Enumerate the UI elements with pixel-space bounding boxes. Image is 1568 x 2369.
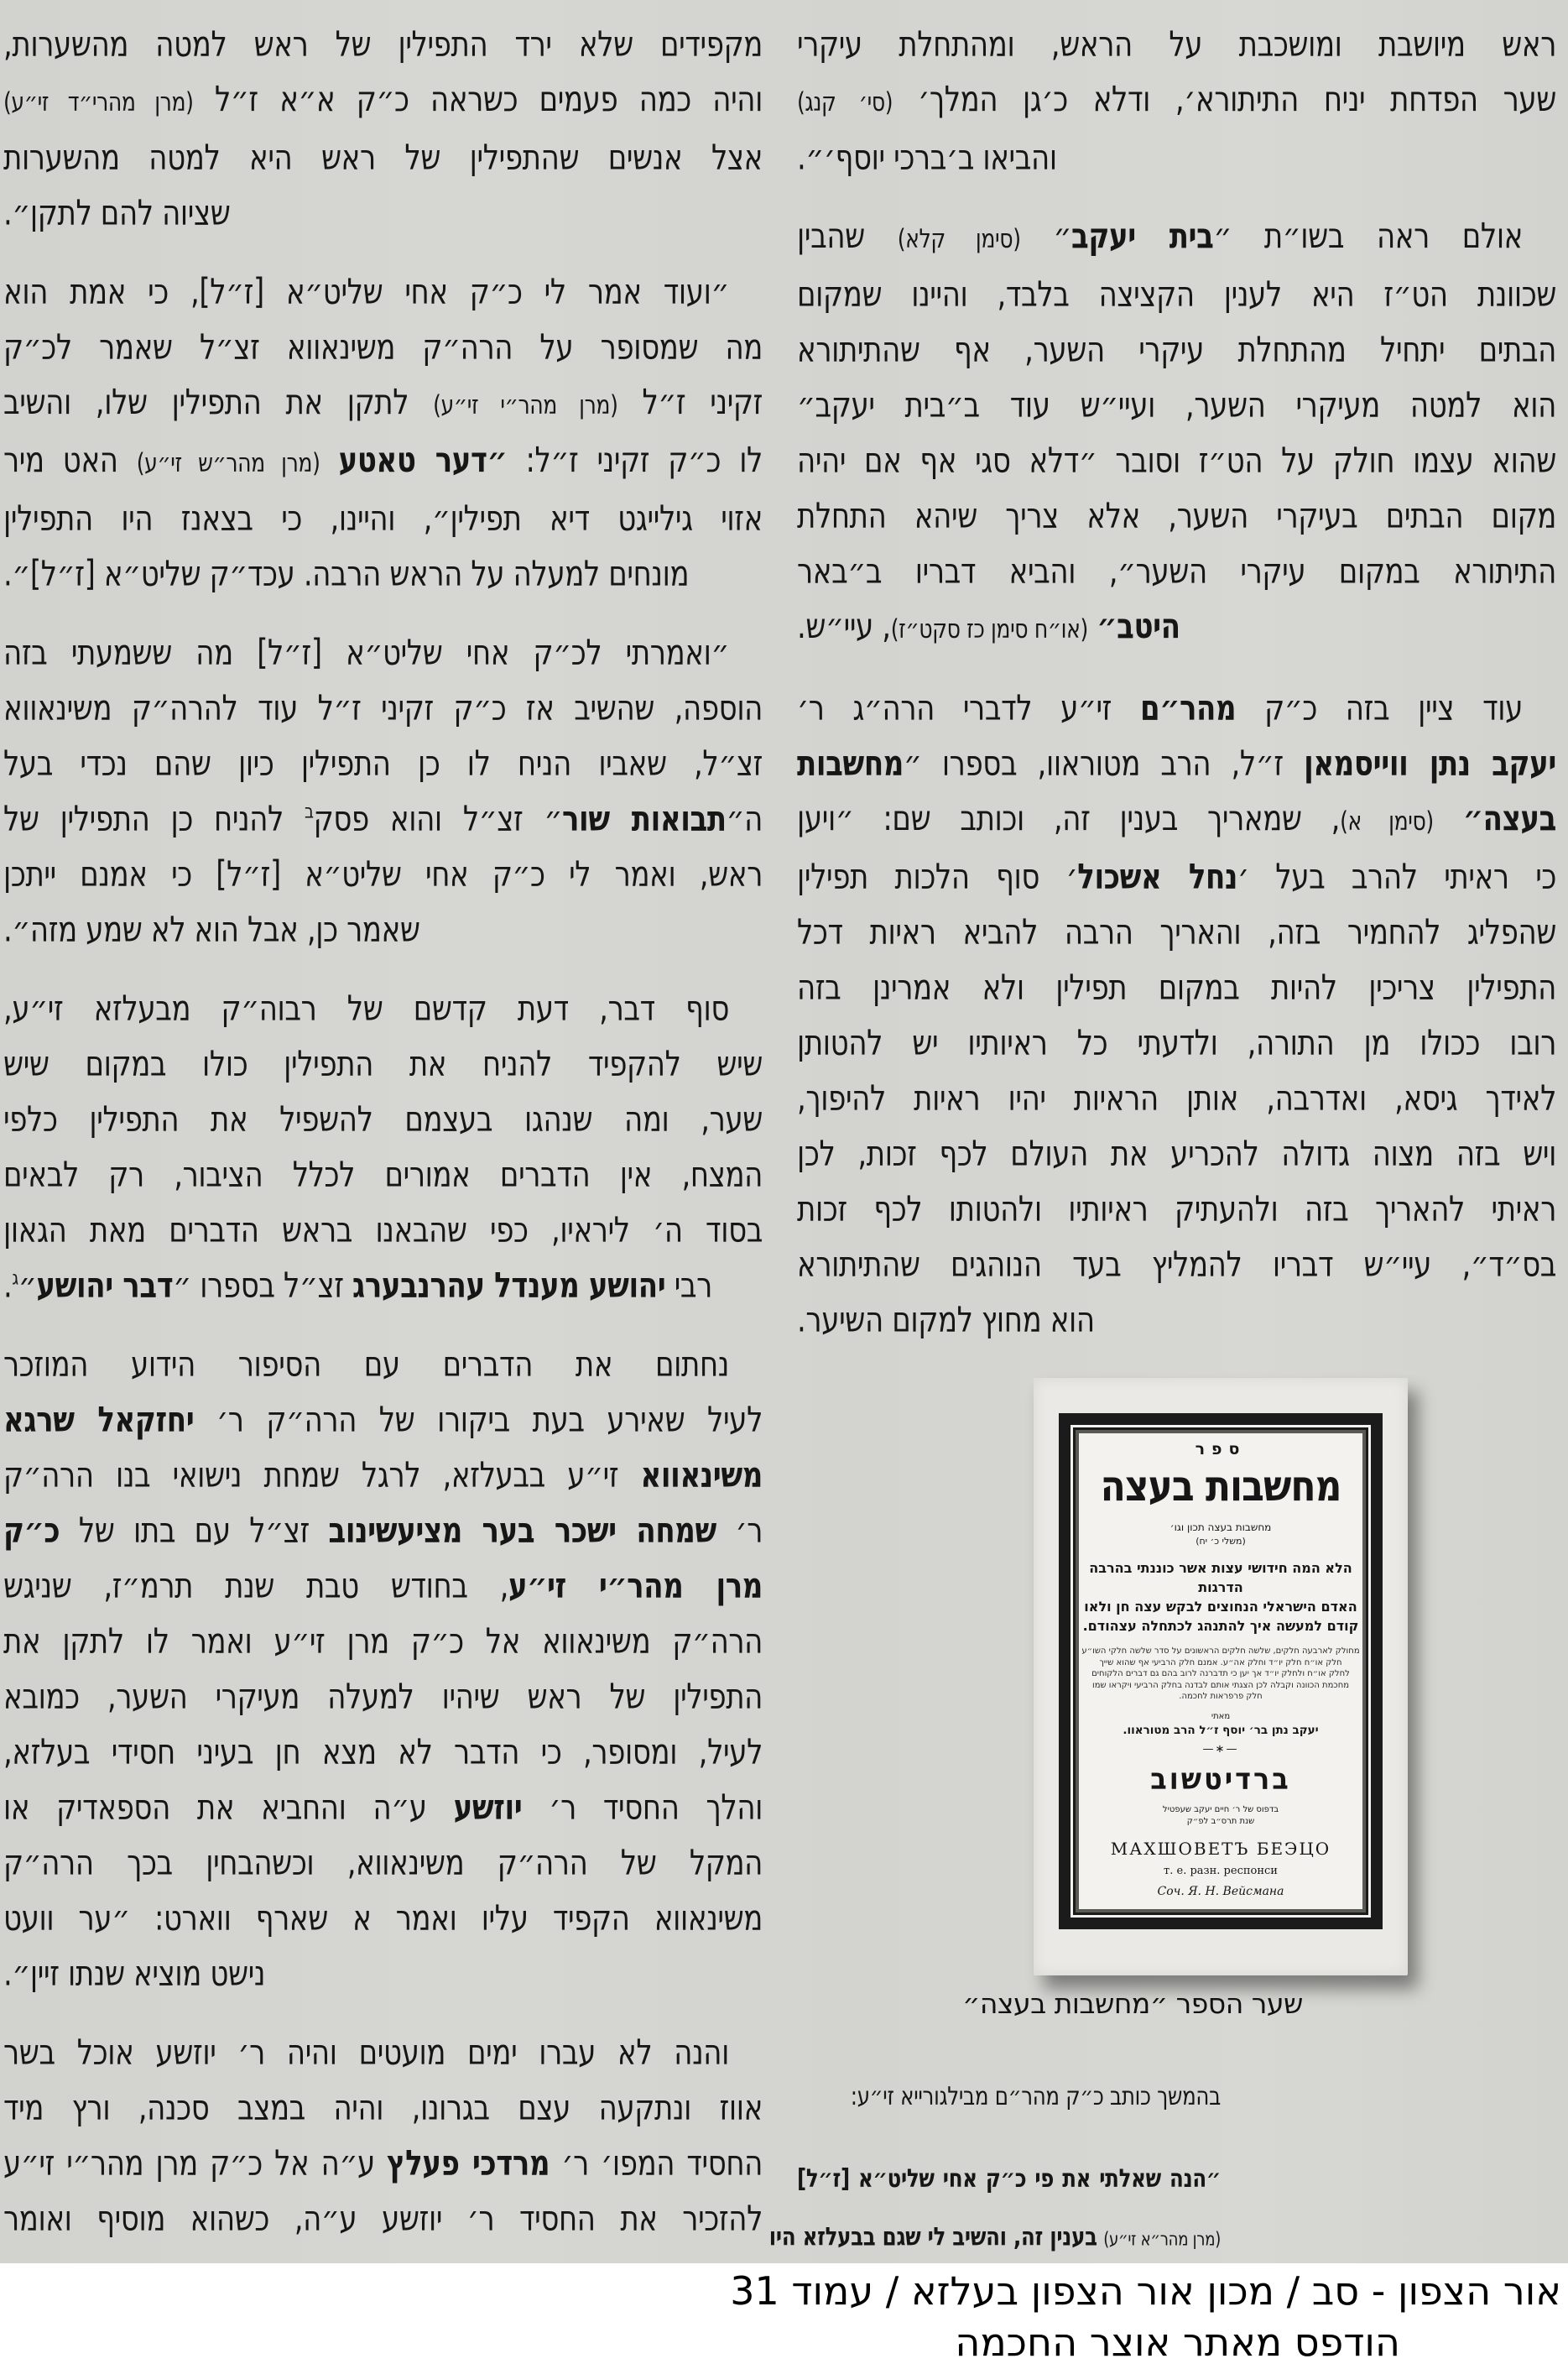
- text-line: [3, 540, 763, 608]
- text-segment: הוספה, שהשיב אז כ״ק זקיני ז״ל עוד להרה״ק משינאווא: [3, 687, 763, 729]
- text-segment: , שמאריך בענין זה, וכותב שם: ״ויען: [797, 798, 1341, 840]
- plate-motto: [1076, 1558, 1366, 1636]
- text-segment: התיתורא במקום עיקרי השער״, והביא דבריו ב״באר: [797, 551, 1556, 592]
- paragraph: [3, 1337, 763, 2001]
- text-segment: ״הנה שאלתי את פי כ״ק אחי שליט״א [ז״ל]: [797, 2163, 1221, 2194]
- text-segment: רובו ככולו מן התורה, ולדעתי כל ראיותיו יש להטותן: [797, 1022, 1556, 1064]
- plate-year-line: שנת תרס״ב לפ״ק: [1186, 1816, 1255, 1826]
- text-segment: בית יעקב: [1071, 216, 1214, 258]
- text-segment: .: [3, 1265, 13, 1307]
- text-segment: (סי׳ קנג): [797, 87, 893, 117]
- text-segment: ״דער טאטע: [338, 440, 508, 482]
- paragraph: [3, 2025, 763, 2246]
- paragraph: [3, 625, 763, 958]
- plate-cyrillic-title: МАХШОВЕТЪ БЕЭЦО: [1110, 1838, 1331, 1859]
- text-segment: אולם ראה בשו״ת ״: [1213, 216, 1524, 258]
- text-segment: מקפידים שלא ירד התפילין של ראש למטה מהשערות,: [3, 23, 763, 65]
- plate-book-title: מחשבות בעצה: [1100, 1462, 1341, 1511]
- text-segment: , בחודש טבת שנת תרמ״ז, שניגש: [3, 1565, 508, 1607]
- footer-source-line: אור הצפון - סב / מכון אור הצפון בעלזא / עמוד 31: [730, 2268, 1561, 2314]
- text-segment: ״ואמרתי לכ״ק אחי שליט״א [ז״ל] מה ששמעתי בזה: [3, 632, 729, 674]
- text-segment: והיה כמה פעמים כשראה כ״ק א״א ז״ל: [193, 79, 763, 121]
- text-segment: , עיי״ש.: [797, 606, 891, 648]
- text-line: [797, 2060, 1221, 2132]
- text-segment: שיש להקפיד להניח את התפילין כולו במקום שיש: [3, 1043, 763, 1085]
- paragraph: [768, 2149, 1221, 2269]
- text-segment: והביאו ב׳ברכי יוסף׳״.: [797, 137, 1057, 179]
- text-segment: ׳ סוף הלכות תפילין: [797, 856, 1078, 898]
- text-segment: ״: [1020, 216, 1071, 258]
- text-segment: שער הפדחת יניח התיתורא׳, ודלא כ׳גן המלך׳: [893, 79, 1556, 121]
- plate-ornament: —∗—: [1202, 1742, 1239, 1756]
- plate-city: ברדיטשוב: [1150, 1761, 1291, 1797]
- paragraph: [3, 264, 763, 602]
- text-segment: עוד ציין בזה כ״ק: [1236, 687, 1523, 729]
- text-segment: מרדכי פעלץ: [387, 2142, 550, 2184]
- text-segment: בהמשך כותב כ״ק מהר״ם מבילגורייא זי״ע:: [850, 2080, 1221, 2111]
- paragraph: [797, 2067, 1221, 2126]
- paragraph: [797, 17, 1556, 185]
- text-segment: היטב״: [1097, 606, 1180, 648]
- plate-cyrillic-subtitle: т. е. разн. респонси: [1164, 1864, 1278, 1877]
- text-line: [3, 1252, 763, 1320]
- text-segment: זצ״ל, שאביו הניח לו כן התפילין כיון שהם נכדי בעל: [3, 743, 763, 785]
- right-text-column: [768, 17, 1556, 2269]
- text-segment: (מרן מהר״א זי״ע): [1103, 2228, 1221, 2251]
- text-segment: המצח, אין הדברים אמורים לכלל הציבור, רק לבאים: [3, 1154, 763, 1196]
- plate-text-line: האדם הישראלי הנחוצים לבקש עצה חן ולאו: [1084, 1599, 1357, 1615]
- paragraph: [797, 209, 1556, 657]
- text-segment: ג: [12, 1266, 18, 1290]
- right-column-upper-text: [797, 17, 1556, 1348]
- text-segment: מונחים למעלה על הראש הרבה. עכד״ק שליט״א [ז״ל]״.: [3, 553, 690, 595]
- text-segment: מחשבות: [797, 743, 904, 785]
- text-segment: (סימן א): [1340, 806, 1434, 837]
- text-segment: דבר יהושע: [36, 1265, 174, 1307]
- plate-text-line: קודם למעשה איך להתנהג לכתחלה עצהודם.: [1082, 1618, 1359, 1634]
- text-segment: זי״ע בבעלזא, לרגל שמחת נישואי בנו הרה״ק: [3, 1454, 641, 1496]
- text-segment: ב: [305, 800, 314, 823]
- text-segment: משינאווא הקפיד עליו ואמר א שארף ווארט: ״ער וועט: [3, 1897, 763, 1939]
- text-segment: אווז ונתקעה עצם בגרונו, והיה במצב סכנה, ורץ מיד: [3, 2087, 763, 2129]
- text-segment: (או״ח סימן כז סקט״ז): [890, 614, 1088, 644]
- text-segment: לאידך גיסא, ואדרבה, אותן הראיות יהיו ראיות להיפוך,: [797, 1078, 1556, 1119]
- text-segment: הוא למטה מעיקרי השער, ועיי״ש עוד ב״בית יעקב״: [797, 384, 1556, 426]
- plate-verse: מחשבות בעצה תכון וגו׳: [1169, 1521, 1272, 1533]
- text-line: [797, 592, 1556, 663]
- plate-text-line: הלא המה חידושי עצות אשר כוננתי בהרבה הדרגות: [1089, 1560, 1352, 1595]
- text-segment: נישט מוציא שנתו זיין״.: [3, 1953, 266, 1995]
- book-title-page: [1059, 1413, 1383, 1929]
- text-segment: ״ועוד אמר לי כ״ק אחי שליט״א [ז״ל], כי אמת הוא: [3, 271, 729, 313]
- text-line: [3, 896, 763, 964]
- text-segment: (סימן קלא): [897, 224, 1021, 254]
- paragraph: [3, 17, 763, 241]
- text-segment: בס״ד״, עיי״ש דבריו להמליץ בעד הנוהגים שהתיתורא: [797, 1244, 1556, 1286]
- text-segment: יחזקאל שרגא: [3, 1399, 195, 1441]
- text-segment: כ״ק: [3, 1510, 60, 1552]
- text-segment: האט מיר: [3, 440, 137, 482]
- plate-text-line: מחכמת הכוונה וקבלה לכן הצגתי אותם לבדנה בחלק הרביעי ויקראו שמו: [1091, 1680, 1350, 1690]
- text-segment: אצל אנשים שהתפילין של ראש היא למטה מהשערות: [3, 137, 763, 179]
- text-segment: בענין זה, והשיב לי שגם בבעלזא היו: [768, 2221, 1097, 2252]
- text-segment: שהבין: [797, 216, 898, 258]
- text-segment: המקל של הרה״ק משינאווא, וכשהבחין בכך הרה״ק: [3, 1842, 763, 1884]
- text-segment: הוא מחוץ למקום השיער.: [797, 1299, 1095, 1341]
- text-segment: ה״: [726, 798, 763, 840]
- text-segment: לעיל, ומסופר, כי הדבר לא מצא חן בעיני חסידי בעלזא,: [3, 1731, 763, 1773]
- plate-text-line: חלק פרפראות לחכמה.: [1179, 1692, 1263, 1701]
- text-segment: ר׳: [716, 1510, 763, 1552]
- text-line: [797, 124, 1556, 192]
- plate-printer-line: בדפוס של ר׳ חיים יעקב שעפטיל: [1162, 1804, 1279, 1814]
- text-segment: נחתום את הדברים עם הסיפור הידוע המוזכר: [3, 1344, 729, 1385]
- paragraph: [797, 681, 1556, 1348]
- plate-author-line: יעקב נתן בר׳ יוסף ז״ל הרב מטוראוו.: [1123, 1723, 1319, 1737]
- text-segment: והנה לא עברו ימים מועטים והיה ר׳ יוזשע אוכל בשר: [3, 2032, 729, 2074]
- paragraph: [3, 981, 763, 1313]
- text-segment: בסוד ה׳ ליראיו, כפי שהבאנו בראש הדברים מאת הגאון: [3, 1209, 763, 1251]
- text-segment: שכוונת הט״ז היא לענין הקציצה בלבד, והיינו שמקום: [797, 274, 1556, 316]
- text-segment: החסיד המפו׳ ר׳: [550, 2142, 763, 2184]
- text-segment: ויש בזה מצוה גדולה להכריע את העולם לכף זכות, לכן: [797, 1133, 1556, 1175]
- text-segment: לו כ״ק זקיני ז״ל:: [507, 440, 763, 482]
- plate-description: [1081, 1646, 1359, 1703]
- text-segment: כי ראיתי להרב בעל ׳: [1237, 856, 1556, 898]
- left-text-column: [3, 17, 763, 2246]
- text-segment: להזכיר את החסיד ר׳ יוזשע ע״ה, כשהוא מוסיף ואומר: [3, 2198, 763, 2240]
- text-segment: שהוא עצמו חולק על הט״ז וסובר ״דלא סגי אף אם יהיה: [797, 440, 1556, 482]
- text-segment: הרה״ק משינאווא אל כ״ק מרן זי״ע ואמר לו לתקן את: [3, 1620, 763, 1662]
- text-segment: (מרן מהרי״ד זי״ע): [3, 87, 194, 117]
- plate-text-line: מחולק לארבעה חלקים, שלשה חלקים הראשונים על סדר שלשה חלקי השו״ע: [1081, 1646, 1360, 1656]
- text-segment: לתקן את התפילין שלו, והשיב: [3, 382, 434, 424]
- text-segment: מה שמסופר על הרה״ק משינאווא זצ״ל שאמר לכ״ק: [3, 326, 763, 368]
- text-segment: שציוה להם לתקן״.: [3, 192, 231, 234]
- text-segment: ע״ה אל כ״ק מרן מהר״י זי״ע: [3, 2142, 388, 2184]
- text-segment: התפילין צריכין להיות במקום תפילין ולא אמרינן בזה: [797, 967, 1556, 1009]
- text-line: [3, 1940, 763, 2008]
- text-segment: לעיל שאירע בעת ביקורו של הרה״ק ר׳: [194, 1399, 763, 1441]
- text-segment: יהושע מענדל עהרנבערג: [352, 1265, 666, 1307]
- text-segment: הבתים יתחיל מהתחלת עיקרי השער, אף שהתיתורא: [797, 329, 1556, 371]
- text-segment: ע״ה והחביא את הספאדיק או: [3, 1787, 454, 1829]
- text-segment: (מרן מהר״י זי״ע): [433, 390, 618, 420]
- text-segment: (מרן מהר״ש זי״ע): [136, 448, 320, 478]
- plate-cyrillic-author: Соч. Я. Н. Вейсмана: [1157, 1884, 1284, 1898]
- text-segment: שהפליג להחמיר בזה, והאריך הרבה להביא ראיות דכל: [797, 911, 1556, 953]
- text-segment: והלך החסיד ר׳: [522, 1787, 763, 1829]
- text-segment: שמחה ישכר בער מציעשינוב: [328, 1510, 716, 1552]
- text-segment: מקום הבתים בעיקרי השער, אלא צריך שיהא התחלת: [797, 495, 1556, 537]
- right-column-lower-text: [768, 2067, 1556, 2269]
- text-segment: סוף דבר, דעת קדשם של רבוה״ק מבעלזא זי״ע,: [3, 988, 729, 1030]
- text-segment: זקיני ז״ל: [617, 382, 763, 424]
- text-segment: יעקב נתן ווייסמאן: [1304, 743, 1556, 785]
- text-segment: זצ״ל בספרו ״: [173, 1265, 353, 1307]
- text-line: [3, 180, 763, 248]
- text-segment: ״: [18, 1265, 37, 1307]
- text-segment: זצ״ל עם בתו של: [60, 1510, 329, 1552]
- plate-verse-reference: (משלי כ׳ יח): [1196, 1536, 1246, 1547]
- text-segment: [1434, 798, 1463, 839]
- text-segment: בעצה״: [1462, 798, 1556, 840]
- text-segment: [320, 440, 339, 481]
- plate-by-word: מאתי: [1211, 1711, 1231, 1721]
- text-segment: ״ זצ״ל והוא פסק: [313, 798, 562, 840]
- text-segment: שאמר כן, אבל הוא לא שמע מזה״.: [3, 909, 420, 951]
- book-title-page-photo: [1034, 1378, 1408, 1975]
- text-segment: [1088, 606, 1097, 647]
- figure-caption: שער הספר ״מחשבות בעצה״: [962, 1987, 1303, 2020]
- text-segment: מרן מהר״י זי״ע: [508, 1565, 763, 1607]
- text-segment: התפילין של ראש שיהיו למעלה מעיקרי השער, כמובא: [3, 1676, 763, 1718]
- text-segment: אזוי גילייגט דיא תפילין״, והיינו, כי בצאנז היו התפילין: [3, 498, 763, 540]
- text-segment: ראש מיושבת ומושכבת על הראש, ומהתחלת עיקרי: [797, 23, 1556, 65]
- text-segment: רבי: [665, 1265, 712, 1307]
- plate-text-line: חלק או״ח חלק יו״ד וחלק אה״ע. אמנם חלק הרביעי אף שהוא שייך: [1099, 1657, 1342, 1667]
- text-segment: ראש, ואמר לי כ״ק אחי שליט״א [ז״ל] כי אמנם ייתכן: [3, 853, 763, 895]
- text-line: [797, 1286, 1556, 1354]
- text-segment: יוזשע: [453, 1787, 523, 1829]
- text-segment: שער, ומה שנהגו בעצמם להשפיל את התפילין כלפי: [3, 1098, 763, 1140]
- text-segment: מהר״ם: [1139, 687, 1237, 729]
- text-segment: תבואות שור: [561, 798, 727, 840]
- text-segment: להניח כן התפילין של: [3, 798, 305, 840]
- text-segment: ראיתי להאריך בזה ולהעתיק ראיותיו ולהטותו לכף זכות: [797, 1188, 1556, 1230]
- footer: [0, 2263, 1568, 2369]
- plate-text-line: לחלק או״ח ולחלק יו״ד אך יען כי תדברנה לרוב בהם גם דברים הלקוחים: [1091, 1669, 1350, 1678]
- text-segment: נחל אשכול: [1077, 856, 1238, 898]
- footer-watermark-line: הודפס מאתר אוצר החכמה: [955, 2319, 1400, 2365]
- text-segment: זי״ע לדברי הרה״ג ר׳: [797, 687, 1140, 729]
- text-segment: משינאווא: [640, 1454, 763, 1496]
- plate-sefer-word: ספר: [1195, 1440, 1247, 1458]
- text-segment: ז״ל, הרב מטוראוו, בספרו ״: [903, 743, 1305, 785]
- text-line: [3, 2185, 763, 2253]
